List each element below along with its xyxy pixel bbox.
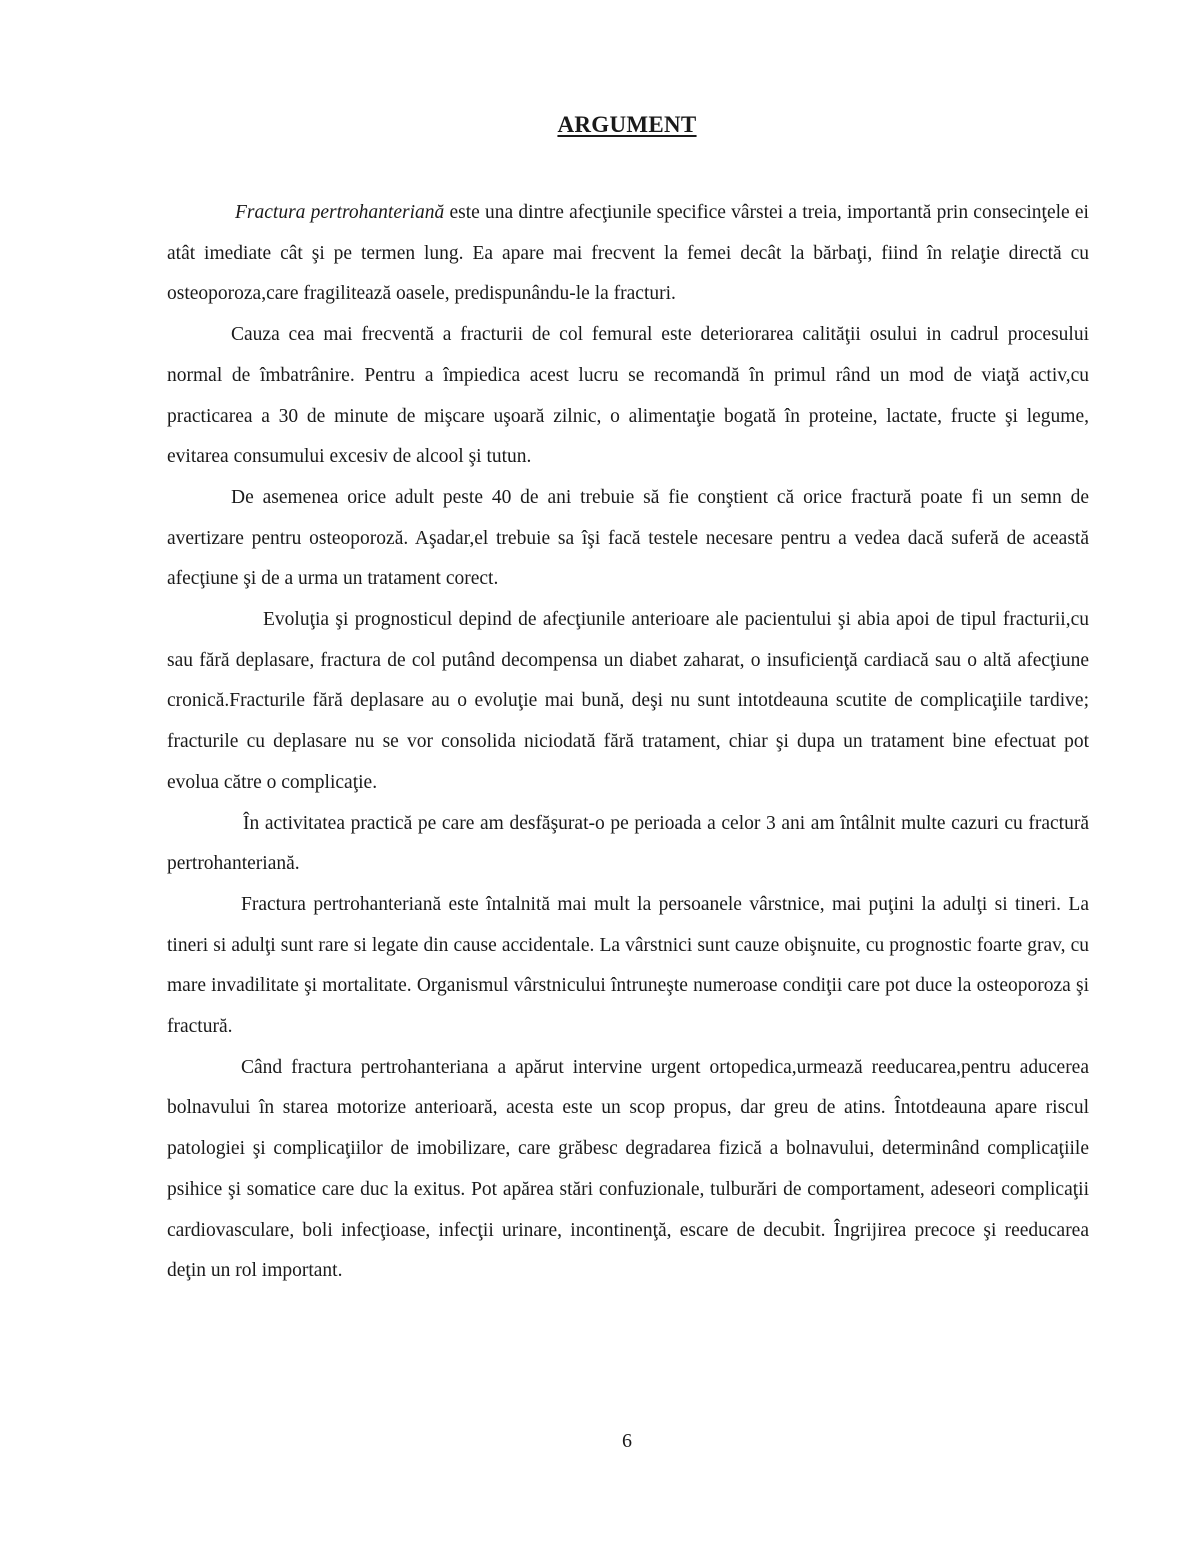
document-body [167, 193, 1089, 1292]
paragraph-1-text: este una dintre afecţiunile specifice vârstei a treia, importantă prin consecinţele ei atât imediate cât şi pe termen lung. Ea apare mai frecvent la femei decât la bărbaţi, fiind în relaţie directă cu osteoporoza,care fragilitează oasele, predispunându-le la fracturi. [167, 202, 1089, 305]
paragraph-2: Cauza cea mai frecventă a fracturii de col femural este deteriorarea calităţii osului in cadrul procesului normal de îmbatrânire. Pentru a împiedica acest lucru se recomandă în primul rând un mod de viaţă activ,cu practicarea a 30 de minute de mişcare uşoară zilnic, o alimentaţie bogată în proteine, lactate, fructe şi legume, evitarea consumului excesiv de alcool şi tutun. [167, 324, 1089, 468]
paragraph-4: Evoluţia şi prognosticul depind de afecţiunile anterioare ale pacientului şi abia apoi de tipul fracturii,cu sau fără deplasare, fractura de col putând decompensa un diabet zaharat, o insuficienţă cardiacă sau o altă afecţiune cronică.Fracturile fără deplasare au o evoluţie mai bună, deşi nu sunt intotdeauna scutite de complicaţiile tardive; fracturile cu deplasare nu se vor consolida niciodată fără tratament, chiar şi dupa un tratament bine efectuat pot evolua către o complicaţie. [167, 609, 1089, 793]
paragraph-3: De asemenea orice adult peste 40 de ani trebuie să fie conştient că orice fractură poate fi un semn de avertizare pentru osteoporoză. Aşadar,el trebuie sa îşi facă testele necesare pentru a vedea dacă suferă de această afecţiune şi de a urma un tratament corect. [167, 486, 1089, 590]
paragraph-6: Fractura pertrohanteriană este întalnită mai mult la persoanele vârstnice, mai puţini la adulţi si tineri. La tineri si adulţi sunt rare si legate din cause accidentale. La vârstnici sunt cauze obişnuite, cu prognostic foarte grav, cu mare invadilitate şi mortalitate. Organismul vârstnicului întruneşte numeroase condiţii care pot duce la osteoporoza şi fractură. [167, 893, 1089, 1038]
paragraph-5: În activitatea practică pe care am desfăşurat-o pe perioada a celor 3 ani am întâlnit multe cazuri cu fractură pertrohanteriană. [167, 812, 1089, 875]
paragraph-1 [167, 193, 1089, 315]
italic-term: Fractura pertrohanteriană [235, 202, 445, 223]
paragraph-7: Când fractura pertrohanteriana a apărut intervine urgent ortopedica,urmează reeducarea,pentru aducerea bolnavului în starea motorize anterioară, acesta este un scop propus, dar greu de atins. Întotdeauna apare riscul patologiei şi complicaţiilor de imobilizare, care grăbesc degradarea fizică a bolnavului, determinând complicaţiile psihice şi somatice care duc la exitus. Pot apărea stări confuzionale, tulburări de comportament, adeseori complicaţii cardiovasculare, boli infecţioase, infecţii urinare, incontinenţă, escare de decubit. Îngrijirea precoce şi reeducarea deţin un rol important. [167, 1056, 1089, 1282]
page-number: 6 [622, 1430, 632, 1452]
document-title: ARGUMENT [557, 112, 697, 137]
